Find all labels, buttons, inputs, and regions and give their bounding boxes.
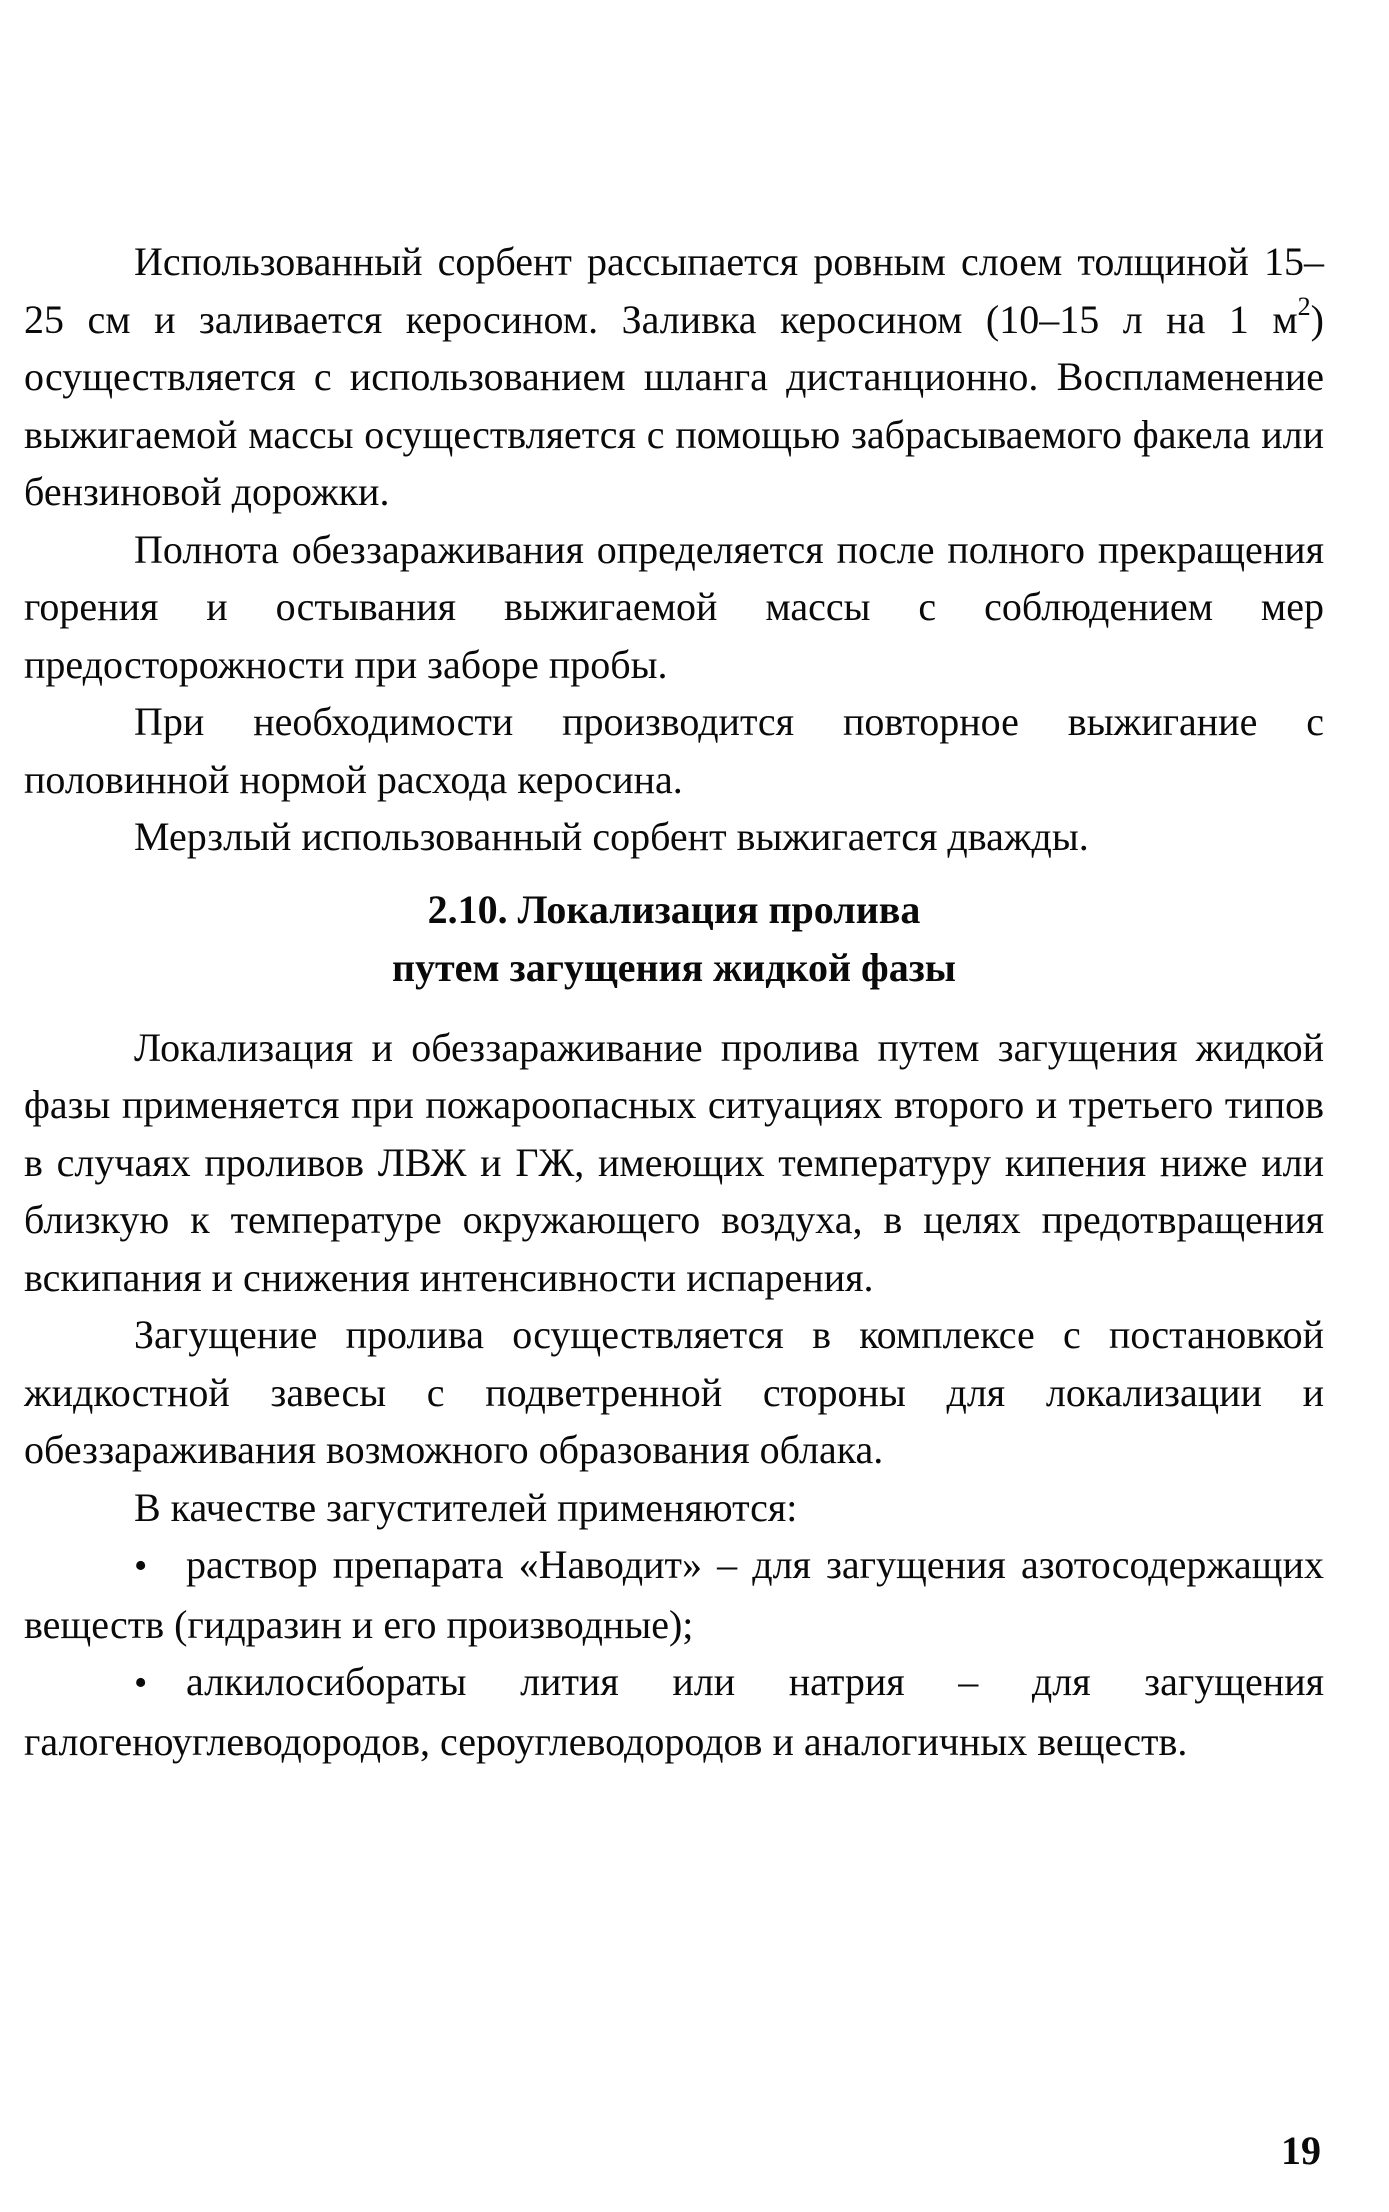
page-number: 19 xyxy=(1281,2128,1321,2173)
list-item-text: раствор препарата «Наводит» – для загущения азотосодержащих веществ (гидразин и его производные); xyxy=(24,1542,1324,1647)
list-item xyxy=(24,1653,1324,1770)
paragraph-text-continued: ) осуществляется с использованием шланга дистанционно. Воспламенение выжигаемой массы осуществляется с помощью забрасываемого факела или бензиновой дорожки. xyxy=(24,296,1324,514)
paragraph-text: Использованный сорбент рассыпается ровным слоем толщиной 15–25 см и заливается керосином. Заливка керосином (10–15 л на 1 м xyxy=(24,239,1324,342)
bullet-icon: • xyxy=(134,1662,148,1704)
list-item xyxy=(24,1536,1324,1653)
section-heading xyxy=(24,881,1324,997)
bullet-icon: • xyxy=(134,1545,148,1587)
paragraph-thickening-complex: Загущение пролива осуществляется в комплексе с постановкой жидкостной завесы с подветренной стороны для локализации и обеззараживания возможного образования облака. xyxy=(24,1312,1324,1472)
paragraph-sorbent-burning xyxy=(24,233,1324,521)
paragraph-frozen-sorbent: Мерзлый использованный сорбент выжигается дважды. xyxy=(134,814,1089,859)
paragraph-repeat-burning: При необходимости производится повторное выжигание с половинной нормой расхода керосина. xyxy=(24,699,1324,802)
section-heading-line-2: путем загущения жидкой фазы xyxy=(391,944,957,990)
paragraph-thickeners-intro: В качестве загустителей применяются: xyxy=(134,1484,798,1530)
list-item-text: алкилосибораты лития или натрия – для загущения галогеноуглеводородов, сероуглеводородов и аналогичных веществ. xyxy=(24,1659,1324,1764)
paragraph-decontamination-completeness: Полнота обеззараживания определяется после полного прекращения горения и остывания выжигаемой массы с соблюдением мер предосторожности при заборе пробы. xyxy=(24,526,1324,687)
superscript-exponent: 2 xyxy=(1297,291,1311,321)
paragraph-thickening-application: Локализация и обеззараживание пролива путем загущения жидкой фазы применяется при пожароопасных ситуациях второго и третьего типов в случаях проливов ЛВЖ и ГЖ, имеющих температуру кипения ниже или близкую к температуре окружающего воздуха, в целях предотвращения вскипания и снижения интенсивности испарения. xyxy=(24,1024,1324,1300)
page-body xyxy=(24,233,1324,1770)
section-heading-line-1: 2.10. Локализация пролива xyxy=(427,886,921,932)
